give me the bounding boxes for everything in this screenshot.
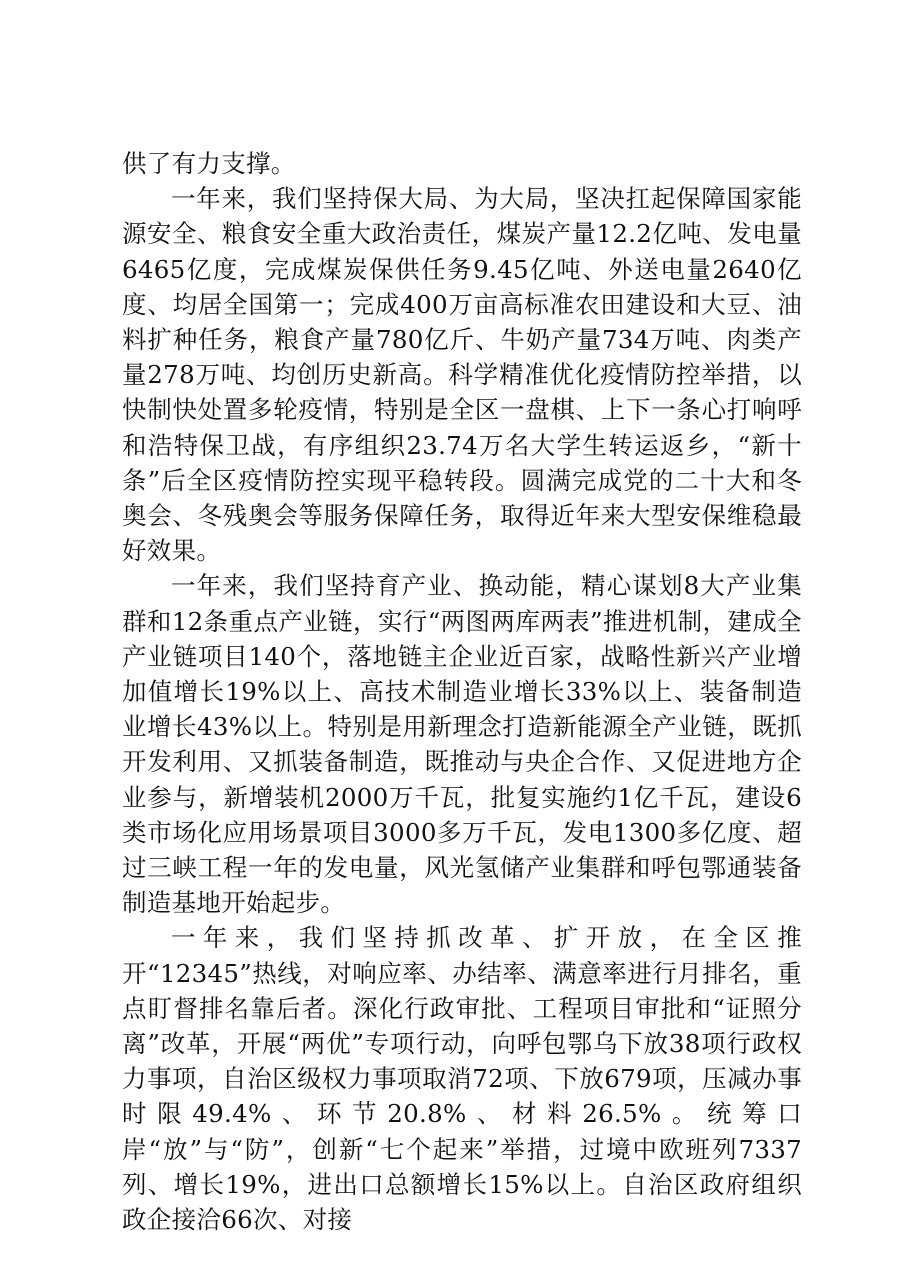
paragraph-reform-opening: 一年来，我们坚持抓改革、扩开放，在全区推开“12345”热线，对响应率、办结率、满意率进行月排名，重点盯督排名靠后者。深化行政审批、工程项目审批和“证照分离”改革，开展“两优”专项行动，向呼包鄂乌下放38项行政权力事项，自治区级权力事项取消72项、下放679项，压减办事时限49.4%、环节20.8%、材料26.5%。统筹口岸“放”与“防”，创新“七个起来”举措，过境中欧班列7337列、增长19%，进出口总额增长15%以上。自治区政府组织政企接洽66次、对接 <box>122 923 802 1235</box>
paragraph-energy-food-security: 一年来，我们坚持保大局、为大局，坚决扛起保障国家能源安全、粮食安全重大政治责任，煤炭产量12.2亿吨、发电量6465亿度，完成煤炭保供任务9.45亿吨、外送电量2640亿度、均居全国第一；完成400万亩高标准农田建设和大豆、油料扩种任务，粮食产量780亿斤、牛奶产量734万吨、肉类产量278万吨、均创历史新高。科学精准优化疫情防控举措，以快制快处置多轮疫情，特别是全区一盘棋、上下一条心打响呼和浩特保卫战，有序组织23.74万名大学生转运返乡，“新十条”后全区疫情防控实现平稳转段。圆满完成党的二十大和冬奥会、冬残奥会等服务保障任务，取得近年来大型安保维稳最好效果。 <box>122 184 802 566</box>
paragraph-continuation: 供了有力支撑。 <box>122 149 296 178</box>
document-body <box>122 146 802 1237</box>
paragraph-industry-upgrade: 一年来，我们坚持育产业、换动能，精心谋划8大产业集群和12条重点产业链，实行“两图两库两表”推进机制，建成全产业链项目140个，落地链主企业近百家，战略性新兴产业增加值增长19%以上、高技术制造业增长33%以上、装备制造业增长43%以上。特别是用新理念打造新能源全产业链，既抓开发利用、又抓装备制造，既推动与央企合作、又促进地方企业参与，新增装机2000万千瓦，批复实施约1亿千瓦，建设6类市场化应用场景项目3000多万千瓦，发电1300多亿度、超过三峡工程一年的发电量，风光氢储产业集群和呼包鄂通装备制造基地开始起步。 <box>122 571 802 918</box>
